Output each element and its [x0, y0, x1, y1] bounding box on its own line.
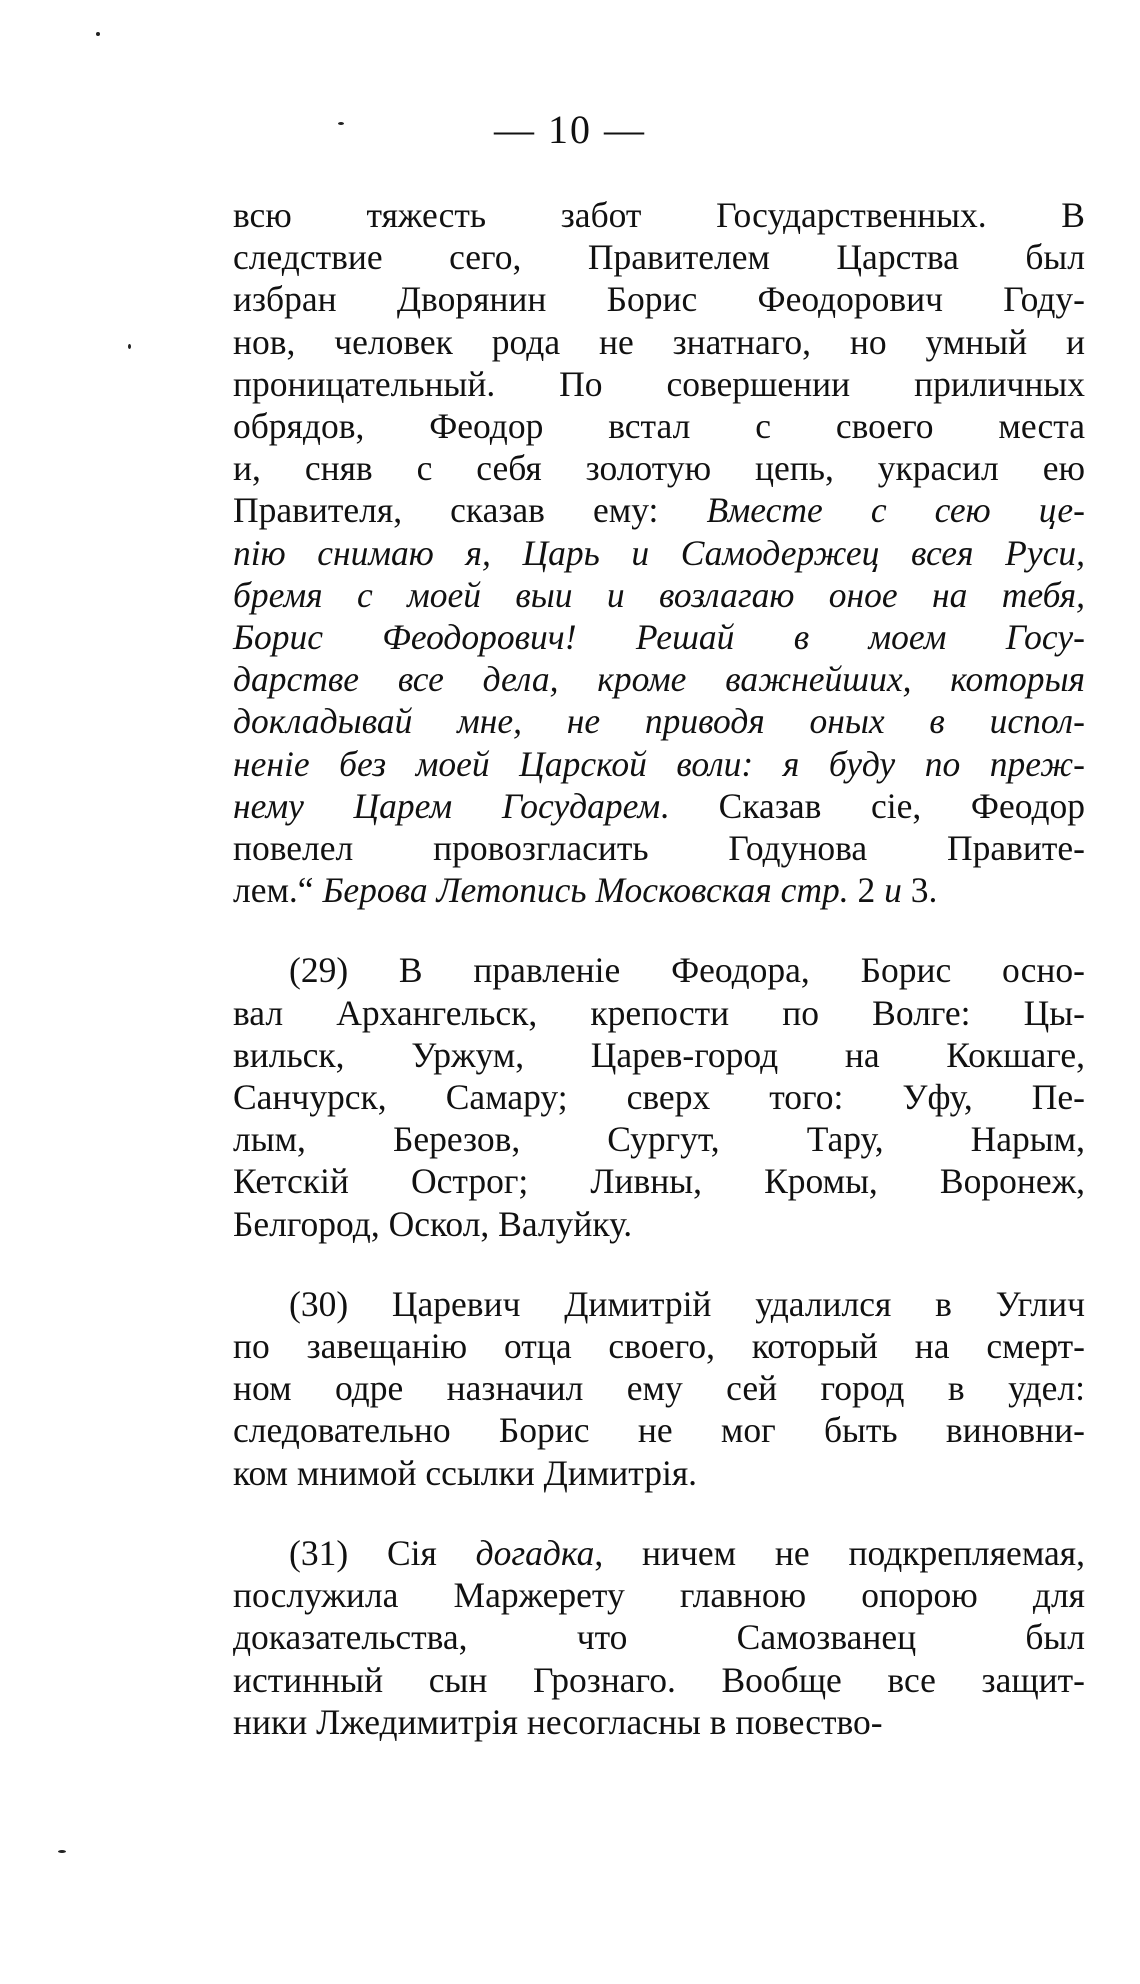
text-segment: ном одре назначил ему сей город в удел: [233, 1368, 1085, 1409]
text-line [233, 1118, 1085, 1160]
text-line [233, 1160, 1085, 1202]
text-segment: и, сняв с себя золотую цепь, украсил ею [233, 448, 1085, 489]
text-line [233, 1452, 1085, 1494]
text-segment: . Сказав сіе, Феодор [660, 785, 1086, 826]
italic-segment: дарстве все дела, кроме важнейших, которыя [233, 659, 1085, 700]
text-segment: нов, человек рода не знатнаго, но умный и [233, 321, 1085, 362]
scan-speck [338, 122, 344, 125]
text-segment: 3. [901, 870, 938, 911]
italic-segment: Берова Летопись Московская стр. [322, 870, 849, 911]
text-line [233, 574, 1085, 616]
text-line [233, 321, 1085, 363]
text-line [233, 1367, 1085, 1409]
paragraph-p2 [233, 949, 1085, 1244]
paragraph-p3 [233, 1283, 1085, 1494]
text-line [233, 405, 1085, 447]
text-segment: лем.“ [233, 870, 323, 911]
text-segment: всю тяжесть забот Государственных. В [233, 195, 1085, 235]
italic-segment: пію снимаю я, Царь и Самодержец всея Руси, [233, 532, 1085, 573]
italic-segment: докладывай мне, не приводя оных в испол- [233, 701, 1085, 742]
text-line [233, 785, 1085, 827]
text-line [233, 1076, 1085, 1118]
text-segment: Кетскій Острог; Ливны, Кромы, Воронеж, [233, 1161, 1085, 1202]
italic-segment: Вместе с сею це- [706, 490, 1085, 531]
text-segment: проницательный. По совершении приличных [233, 363, 1085, 404]
scan-speck [128, 344, 131, 349]
italic-segment: Борис Феодорович! Решай в моем Госу- [233, 617, 1085, 658]
italic-segment: догадка [475, 1532, 595, 1573]
text-line [233, 363, 1085, 405]
text-segment: доказательства, что Самозванец был [233, 1617, 1085, 1658]
paragraph-p1 [233, 194, 1085, 911]
text-segment: Санчурск, Самару; сверх того: Уфу, Пе- [233, 1077, 1085, 1118]
text-line [233, 869, 1085, 911]
text-line [233, 1532, 1085, 1574]
text-line [233, 1325, 1085, 1367]
text-line [233, 1574, 1085, 1616]
text-segment: по завещанію отца своего, который на смерт- [233, 1326, 1085, 1367]
italic-segment: и [884, 870, 902, 911]
text-line [233, 1283, 1085, 1325]
text-line [233, 949, 1085, 991]
text-line [233, 236, 1085, 278]
text-line [233, 827, 1085, 869]
text-line [233, 992, 1085, 1034]
text-line [233, 616, 1085, 658]
text-segment: послужила Маржерету главною опорою для [233, 1575, 1085, 1616]
text-line [233, 1034, 1085, 1076]
text-line [233, 700, 1085, 742]
text-segment: (31) Сія [289, 1532, 476, 1573]
text-line [233, 658, 1085, 700]
text-segment: ком мнимой ссылки Димитрія. [233, 1452, 698, 1493]
text-line [233, 1616, 1085, 1658]
text-line [233, 447, 1085, 489]
text-line [233, 194, 1085, 236]
italic-segment: нему Царем Государем [233, 785, 661, 826]
text-segment: истинный сын Грознаго. Вообще все защит- [233, 1659, 1085, 1700]
text-segment: Правителя, сказав ему: [233, 490, 707, 531]
scan-speck [96, 32, 100, 36]
scan-speck [58, 1850, 66, 1853]
text-segment: вал Архангельск, крепости по Волге: Цы- [233, 992, 1085, 1033]
text-segment: , ничем не подкрепляемая, [594, 1532, 1085, 1573]
text-segment: (29) В правленіе Феодора, Борис осно- [289, 950, 1085, 991]
text-line [233, 1701, 1085, 1743]
text-segment: ники Лжедимитрія несогласны в повество- [233, 1701, 883, 1742]
text-segment: вильск, Уржум, Царев-город на Кокшаге, [233, 1034, 1085, 1075]
text-segment: избран Дворянин Борис Феодорович Году- [233, 279, 1085, 320]
italic-segment: неніе без моей Царской воли: я буду по преж- [233, 743, 1085, 784]
text-line [233, 532, 1085, 574]
text-segment: следовательно Борис не мог быть виновни- [233, 1410, 1085, 1451]
text-segment: следствие сего, Правителем Царства был [233, 237, 1085, 278]
text-segment: 2 [848, 870, 885, 911]
text-segment: лым, Березов, Сургут, Тару, Нарым, [233, 1119, 1085, 1160]
text-line [233, 1659, 1085, 1701]
text-segment: повелел провозгласить Годунова Правите- [233, 828, 1085, 869]
body-text [233, 194, 1085, 1743]
text-line [233, 1203, 1085, 1245]
text-segment: обрядов, Феодор встал с своего места [233, 406, 1085, 447]
text-segment: (30) Царевич Димитрій удалился в Углич [289, 1283, 1085, 1324]
text-line [233, 489, 1085, 531]
text-segment: Белгород, Оскол, Валуйку. [233, 1203, 633, 1244]
italic-segment: бремя с моей выи и возлагаю оное на тебя, [233, 574, 1085, 615]
text-line [233, 1409, 1085, 1451]
paragraph-p4 [233, 1532, 1085, 1743]
page-number: — 10 — [494, 107, 646, 152]
text-line [233, 278, 1085, 320]
text-line [233, 743, 1085, 785]
